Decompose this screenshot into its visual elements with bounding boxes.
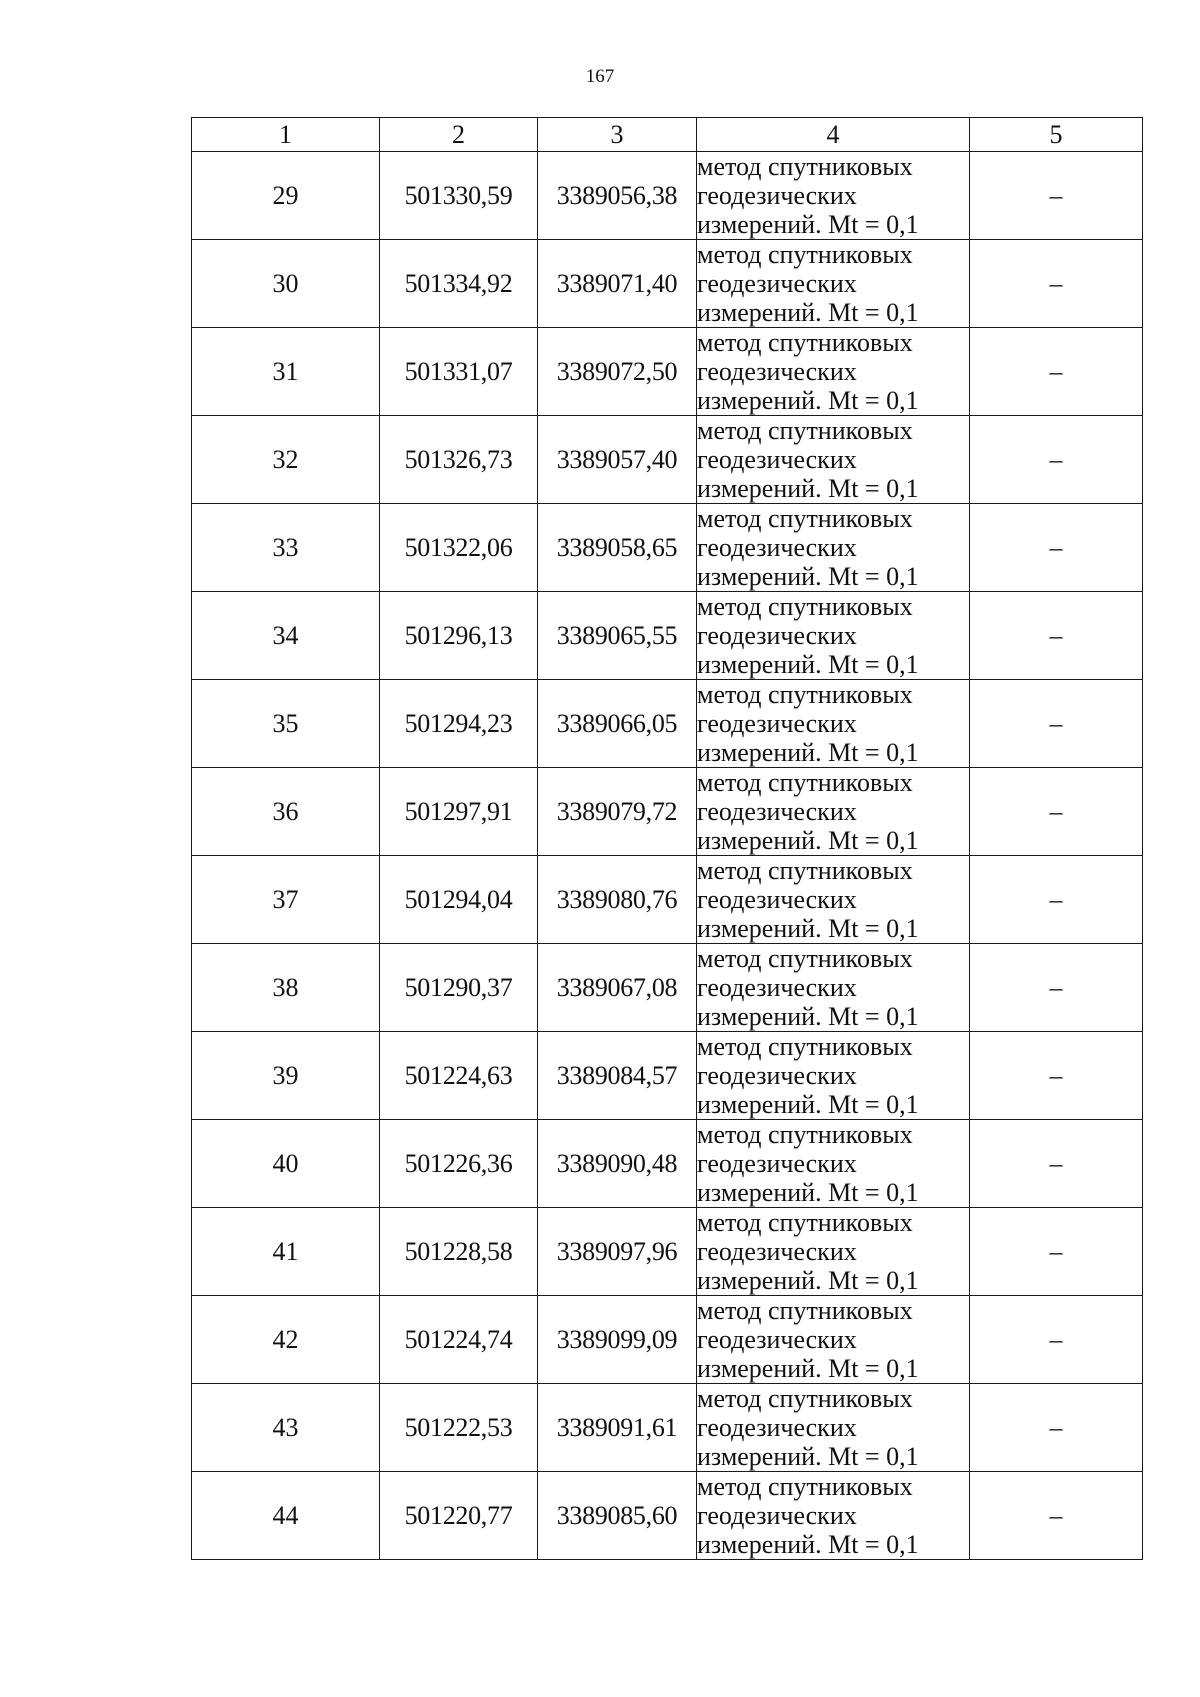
method-line: метод спутниковых	[697, 680, 913, 709]
note-cell: –	[970, 1296, 1143, 1384]
y-coordinate-cell: 3389072,50	[538, 328, 697, 416]
method-line: метод спутниковых	[697, 240, 913, 269]
method-line: геодезических	[697, 973, 857, 1002]
method-line: геодезических	[697, 445, 857, 474]
method-line: метод спутниковых	[697, 1296, 913, 1325]
x-coordinate-cell: 501331,07	[380, 328, 538, 416]
table-row	[192, 1120, 1143, 1208]
note-cell: –	[970, 680, 1143, 768]
method-line: измерений. Mt = 0,1	[697, 738, 919, 767]
table-row	[192, 1472, 1143, 1560]
method-line: измерений. Mt = 0,1	[697, 210, 919, 239]
method-line: метод спутниковых	[697, 1472, 913, 1501]
note-cell: –	[970, 592, 1143, 680]
point-number-cell: 37	[192, 856, 380, 944]
note-cell: –	[970, 504, 1143, 592]
column-header-4: 4	[697, 118, 970, 152]
method-cell	[697, 944, 970, 1032]
y-coordinate-cell: 3389099,09	[538, 1296, 697, 1384]
method-cell	[697, 768, 970, 856]
method-cell	[697, 416, 970, 504]
y-coordinate-cell: 3389090,48	[538, 1120, 697, 1208]
point-number-cell: 35	[192, 680, 380, 768]
y-coordinate-cell: 3389058,65	[538, 504, 697, 592]
y-coordinate-cell: 3389066,05	[538, 680, 697, 768]
table-row	[192, 328, 1143, 416]
x-coordinate-cell: 501326,73	[380, 416, 538, 504]
method-line: геодезических	[697, 1237, 857, 1266]
method-cell	[697, 1032, 970, 1120]
method-line: метод спутниковых	[697, 328, 913, 357]
header-row	[192, 118, 1143, 152]
table-header	[192, 118, 1143, 152]
x-coordinate-cell: 501220,77	[380, 1472, 538, 1560]
x-coordinate-cell: 501330,59	[380, 152, 538, 240]
table-row	[192, 768, 1143, 856]
method-line: геодезических	[697, 1501, 857, 1530]
method-line: метод спутниковых	[697, 1208, 913, 1237]
point-number-cell: 29	[192, 152, 380, 240]
table-row	[192, 680, 1143, 768]
method-line: геодезических	[697, 1325, 857, 1354]
column-header-2: 2	[380, 118, 538, 152]
table-body	[192, 152, 1143, 1560]
method-line: метод спутниковых	[697, 152, 913, 181]
x-coordinate-cell: 501296,13	[380, 592, 538, 680]
method-cell	[697, 1472, 970, 1560]
table-row	[192, 416, 1143, 504]
table-row	[192, 240, 1143, 328]
point-number-cell: 44	[192, 1472, 380, 1560]
note-cell: –	[970, 1384, 1143, 1472]
method-line: геодезических	[697, 1149, 857, 1178]
y-coordinate-cell: 3389084,57	[538, 1032, 697, 1120]
point-number-cell: 30	[192, 240, 380, 328]
method-cell	[697, 1208, 970, 1296]
y-coordinate-cell: 3389057,40	[538, 416, 697, 504]
method-line: измерений. Mt = 0,1	[697, 1442, 919, 1471]
point-number-cell: 38	[192, 944, 380, 1032]
method-line: геодезических	[697, 709, 857, 738]
method-cell	[697, 680, 970, 768]
y-coordinate-cell: 3389080,76	[538, 856, 697, 944]
method-line: измерений. Mt = 0,1	[697, 1090, 919, 1119]
method-line: метод спутниковых	[697, 856, 913, 885]
note-cell: –	[970, 1208, 1143, 1296]
method-cell	[697, 1296, 970, 1384]
note-cell: –	[970, 856, 1143, 944]
point-number-cell: 32	[192, 416, 380, 504]
table-row	[192, 1032, 1143, 1120]
method-line: метод спутниковых	[697, 1384, 913, 1413]
method-line: измерений. Mt = 0,1	[697, 914, 919, 943]
note-cell: –	[970, 1120, 1143, 1208]
table-row	[192, 856, 1143, 944]
method-line: метод спутниковых	[697, 504, 913, 533]
method-line: метод спутниковых	[697, 416, 913, 445]
method-line: метод спутниковых	[697, 592, 913, 621]
table-row	[192, 944, 1143, 1032]
table-row	[192, 592, 1143, 680]
method-line: геодезических	[697, 797, 857, 826]
x-coordinate-cell: 501294,23	[380, 680, 538, 768]
column-header-1: 1	[192, 118, 380, 152]
y-coordinate-cell: 3389071,40	[538, 240, 697, 328]
table-row	[192, 152, 1143, 240]
method-cell	[697, 1120, 970, 1208]
method-line: измерений. Mt = 0,1	[697, 1178, 919, 1207]
method-line: измерений. Mt = 0,1	[697, 1530, 919, 1559]
method-line: геодезических	[697, 1061, 857, 1090]
method-line: измерений. Mt = 0,1	[697, 298, 919, 327]
note-cell: –	[970, 768, 1143, 856]
y-coordinate-cell: 3389056,38	[538, 152, 697, 240]
x-coordinate-cell: 501222,53	[380, 1384, 538, 1472]
method-cell	[697, 504, 970, 592]
coordinates-table	[191, 117, 1143, 1560]
note-cell: –	[970, 416, 1143, 504]
x-coordinate-cell: 501224,74	[380, 1296, 538, 1384]
method-line: геодезических	[697, 1413, 857, 1442]
x-coordinate-cell: 501294,04	[380, 856, 538, 944]
y-coordinate-cell: 3389091,61	[538, 1384, 697, 1472]
x-coordinate-cell: 501334,92	[380, 240, 538, 328]
y-coordinate-cell: 3389067,08	[538, 944, 697, 1032]
note-cell: –	[970, 1032, 1143, 1120]
method-line: геодезических	[697, 621, 857, 650]
point-number-cell: 42	[192, 1296, 380, 1384]
method-line: геодезических	[697, 357, 857, 386]
table-row	[192, 1384, 1143, 1472]
column-header-3: 3	[538, 118, 697, 152]
x-coordinate-cell: 501226,36	[380, 1120, 538, 1208]
method-line: измерений. Mt = 0,1	[697, 826, 919, 855]
method-line: измерений. Mt = 0,1	[697, 386, 919, 415]
note-cell: –	[970, 240, 1143, 328]
point-number-cell: 36	[192, 768, 380, 856]
method-line: измерений. Mt = 0,1	[697, 474, 919, 503]
note-cell: –	[970, 152, 1143, 240]
method-line: измерений. Mt = 0,1	[697, 1002, 919, 1031]
x-coordinate-cell: 501224,63	[380, 1032, 538, 1120]
method-line: измерений. Mt = 0,1	[697, 1354, 919, 1383]
x-coordinate-cell: 501290,37	[380, 944, 538, 1032]
note-cell: –	[970, 1472, 1143, 1560]
method-line: геодезических	[697, 885, 857, 914]
method-line: геодезических	[697, 533, 857, 562]
method-cell	[697, 152, 970, 240]
method-cell	[697, 240, 970, 328]
y-coordinate-cell: 3389065,55	[538, 592, 697, 680]
column-header-5: 5	[970, 118, 1143, 152]
table-row	[192, 1296, 1143, 1384]
method-line: измерений. Mt = 0,1	[697, 562, 919, 591]
point-number-cell: 43	[192, 1384, 380, 1472]
method-line: геодезических	[697, 269, 857, 298]
x-coordinate-cell: 501297,91	[380, 768, 538, 856]
point-number-cell: 34	[192, 592, 380, 680]
method-line: геодезических	[697, 181, 857, 210]
point-number-cell: 31	[192, 328, 380, 416]
y-coordinate-cell: 3389085,60	[538, 1472, 697, 1560]
method-line: метод спутниковых	[697, 1032, 913, 1061]
table-row	[192, 1208, 1143, 1296]
x-coordinate-cell: 501228,58	[380, 1208, 538, 1296]
method-cell	[697, 592, 970, 680]
note-cell: –	[970, 328, 1143, 416]
point-number-cell: 40	[192, 1120, 380, 1208]
method-line: метод спутниковых	[697, 1120, 913, 1149]
y-coordinate-cell: 3389097,96	[538, 1208, 697, 1296]
method-cell	[697, 856, 970, 944]
method-line: измерений. Mt = 0,1	[697, 650, 919, 679]
page-number: 167	[585, 66, 615, 87]
point-number-cell: 33	[192, 504, 380, 592]
y-coordinate-cell: 3389079,72	[538, 768, 697, 856]
method-line: измерений. Mt = 0,1	[697, 1266, 919, 1295]
method-line: метод спутниковых	[697, 768, 913, 797]
table-row	[192, 504, 1143, 592]
point-number-cell: 41	[192, 1208, 380, 1296]
point-number-cell: 39	[192, 1032, 380, 1120]
method-cell	[697, 328, 970, 416]
method-cell	[697, 1384, 970, 1472]
method-line: метод спутниковых	[697, 944, 913, 973]
note-cell: –	[970, 944, 1143, 1032]
x-coordinate-cell: 501322,06	[380, 504, 538, 592]
